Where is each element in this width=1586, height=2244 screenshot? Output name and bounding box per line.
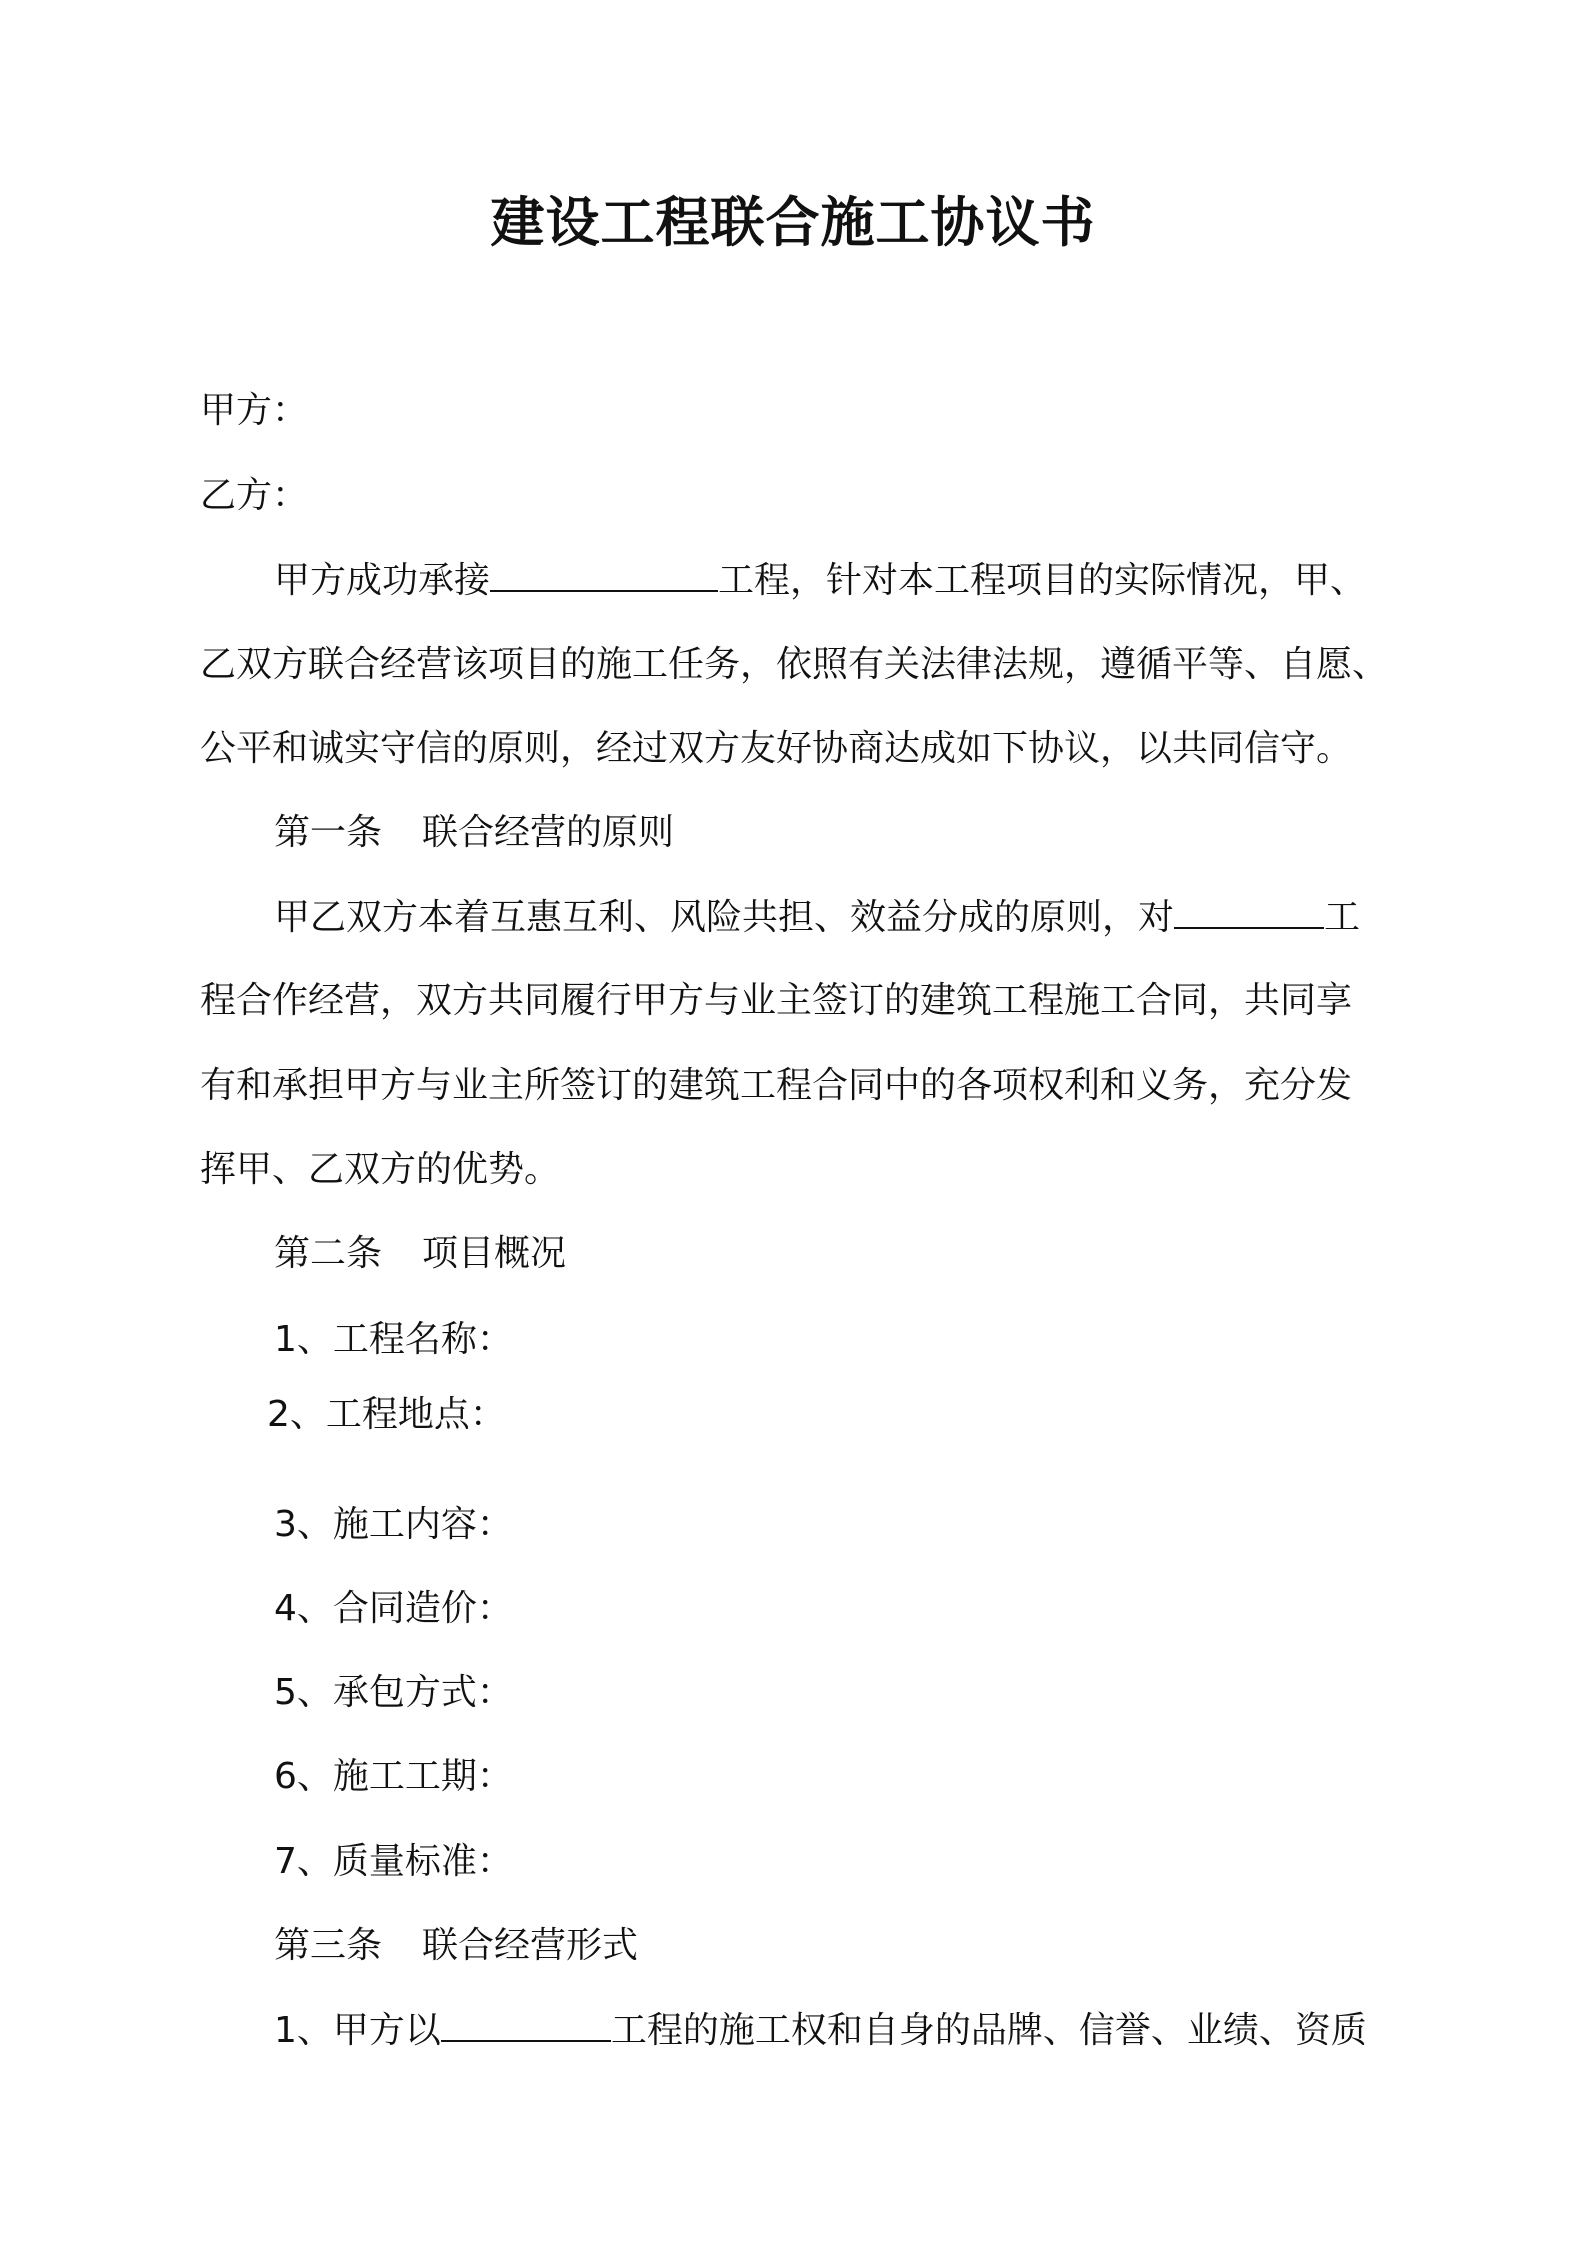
article-1-project-blank bbox=[1174, 893, 1324, 929]
article-2-item-construction-period: 6、施工工期： bbox=[274, 1756, 513, 1797]
article-3-text-after-blank: 工程的施工权和自身的品牌、信誉、业绩、资质 bbox=[610, 2010, 1367, 2051]
article-1-text-after-blank: 工 bbox=[1324, 897, 1361, 938]
article-1-line-4: 挥甲、乙双方的优势。 bbox=[200, 1149, 561, 1190]
article-3-number: 第三条 bbox=[274, 1925, 383, 1966]
article-1-heading bbox=[274, 809, 674, 857]
preamble-text-after-blank: 工程，针对本工程项目的实际情况，甲、 bbox=[718, 560, 1367, 601]
article-2-item-contract-method: 5、承包方式： bbox=[274, 1672, 513, 1713]
article-3-text-before-blank: 1、甲方以 bbox=[274, 2010, 441, 2051]
article-2-heading bbox=[274, 1230, 566, 1278]
article-3-title: 联合经营形式 bbox=[422, 1925, 639, 1966]
article-1-title: 联合经营的原则 bbox=[422, 812, 675, 853]
article-3-item-1 bbox=[274, 2006, 1367, 2055]
article-1-text-before-blank: 甲乙双方本着互惠互利、风险共担、效益分成的原则，对 bbox=[274, 897, 1175, 938]
article-2-item-construction-content: 3、施工内容： bbox=[274, 1504, 513, 1545]
preamble-text-before-blank: 甲方成功承接 bbox=[274, 560, 491, 601]
article-2-number: 第二条 bbox=[274, 1233, 383, 1274]
article-1-line-1 bbox=[274, 893, 1360, 942]
preamble-line-3: 公平和诚实守信的原则，经过双方友好协商达成如下协议，以共同信守。 bbox=[200, 728, 1353, 769]
article-2-item-project-location: 2、工程地点： bbox=[267, 1394, 506, 1435]
article-2-item-project-name: 1、工程名称： bbox=[274, 1319, 513, 1360]
article-3-heading bbox=[274, 1922, 638, 1970]
article-1-line-3: 有和承担甲方与业主所签订的建筑工程合同中的各项权利和义务，充分发 bbox=[200, 1065, 1353, 1106]
article-2-title: 项目概况 bbox=[422, 1233, 567, 1274]
preamble-line-1 bbox=[274, 556, 1366, 605]
document-title: 建设工程联合施工协议书 bbox=[490, 191, 1096, 254]
article-3-project-blank bbox=[441, 2006, 611, 2042]
party-a-label: 甲方： bbox=[200, 390, 309, 431]
article-1-line-2: 程合作经营，双方共同履行甲方与业主签订的建筑工程施工合同，共同享 bbox=[200, 980, 1353, 1021]
party-b-label: 乙方： bbox=[200, 475, 309, 516]
project-name-blank bbox=[490, 556, 718, 592]
article-2-item-quality-standard: 7、质量标准： bbox=[274, 1841, 513, 1882]
preamble-line-2: 乙双方联合经营该项目的施工任务，依照有关法律法规，遵循平等、自愿、 bbox=[200, 644, 1389, 685]
article-2-item-contract-price: 4、合同造价： bbox=[274, 1588, 513, 1629]
article-1-number: 第一条 bbox=[274, 812, 383, 853]
